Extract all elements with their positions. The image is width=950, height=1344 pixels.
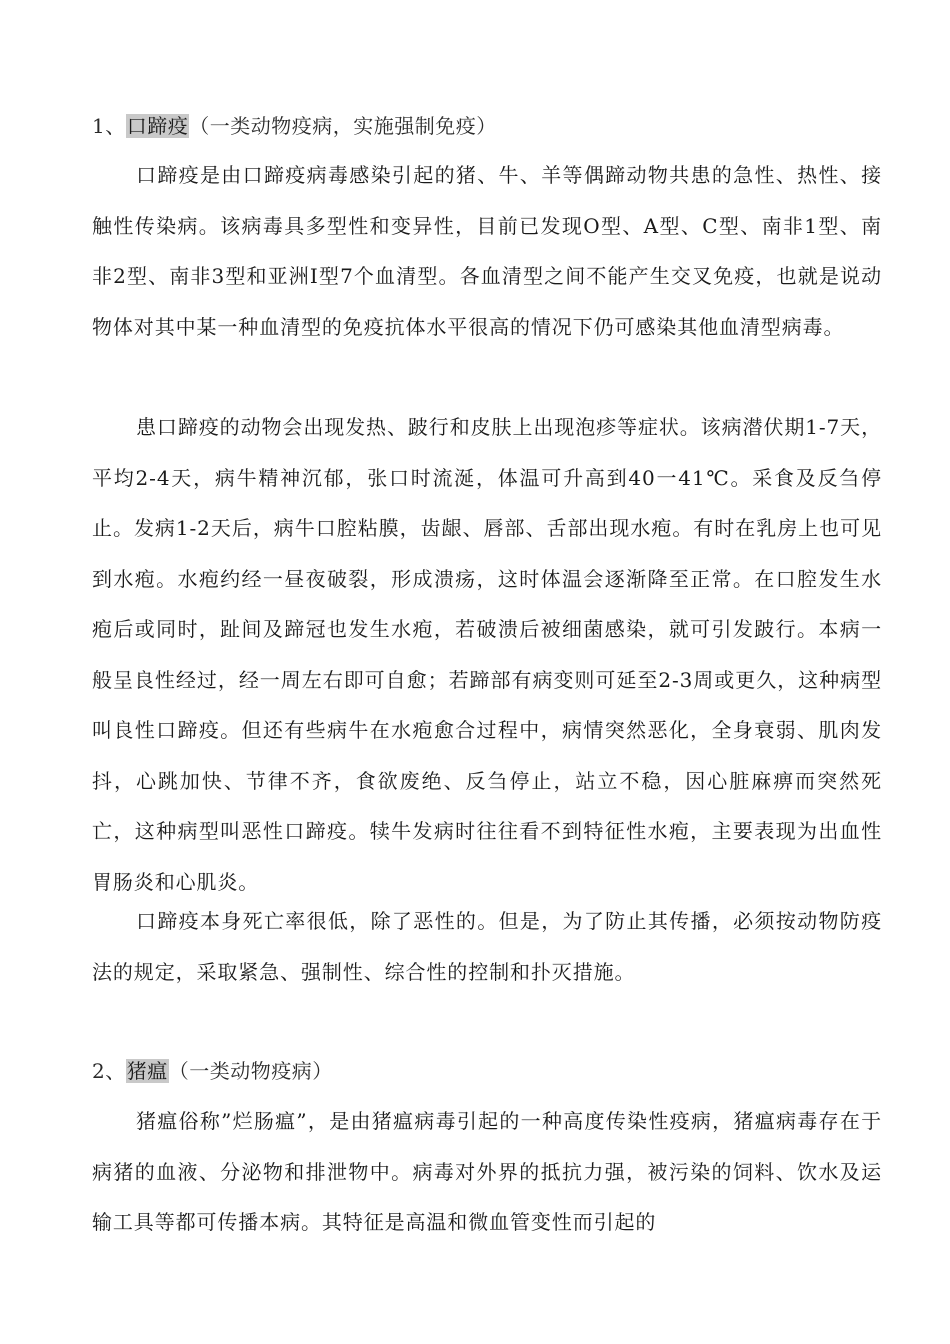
section-1-heading [92, 111, 497, 141]
section-title-highlighted: 口蹄疫 [126, 114, 189, 138]
section-number: 1、 [92, 114, 126, 138]
paragraph: 猪瘟俗称”烂肠瘟”，是由猪瘟病毒引起的一种高度传染性疫病，猪瘟病毒存在于病猪的血液、分泌物和排泄物中。病毒对外界的抵抗力强，被污染的饲料、饮水及运输工具等都可传播本病。其特征是高温和微血管变性而引起的 [92, 1109, 882, 1234]
section-note: （一类动物疫病） [168, 1059, 333, 1083]
paragraph: 口蹄疫是由口蹄疫病毒感染引起的猪、牛、羊等偶蹄动物共患的急性、热性、接触性传染病。该病毒具多型性和变异性，目前已发现O型、A型、C型、南非1型、南非2型、南非3型和亚洲I型7个血清型。各血清型之间不能产生交叉免疫，也就是说动物体对其中某一种血清型的免疫抗体水平很高的情况下仍可感染其他血清型病毒。 [92, 163, 882, 339]
paragraph: 患口蹄疫的动物会出现发热、跛行和皮肤上出现泡疹等症状。该病潜伏期1-7天，平均2-4天，病牛精神沉郁，张口时流涎，体温可升高到40一41℃。采食及反刍停止。发病1-2天后，病牛口腔粘膜，齿龈、唇部、舌部出现水疱。有时在乳房上也可见到水疱。水疱约经一昼夜破裂，形成溃疡，这时体温会逐渐降至正常。在口腔发生水疱后或同时，趾间及蹄冠也发生水疱，若破溃后被细菌感染，就可引发跛行。本病一般呈良性经过，经一周左右即可自愈；若蹄部有病变则可延至2-3周或更久，这种病型叫良性口蹄疫。但还有些病牛在水疱愈合过程中，病情突然恶化，全身衰弱、肌肉发抖，心跳加快、节律不齐，食欲废绝、反刍停止，站立不稳，因心脏麻痹而突然死亡，这种病型叫恶性口蹄疫。犊牛发病时往往看不到特征性水疱，主要表现为出血性胃肠炎和心肌炎。 [92, 415, 882, 894]
section-title-highlighted: 猪瘟 [126, 1059, 168, 1083]
section-number: 2、 [92, 1059, 126, 1083]
section-2-heading [92, 1056, 333, 1086]
paragraph: 口蹄疫本身死亡率很低，除了恶性的。但是，为了防止其传播，必须按动物防疫法的规定，采取紧急、强制性、综合性的控制和扑灭措施。 [92, 909, 882, 984]
section-note: （一类动物疫病，实施强制免疫） [189, 114, 497, 138]
